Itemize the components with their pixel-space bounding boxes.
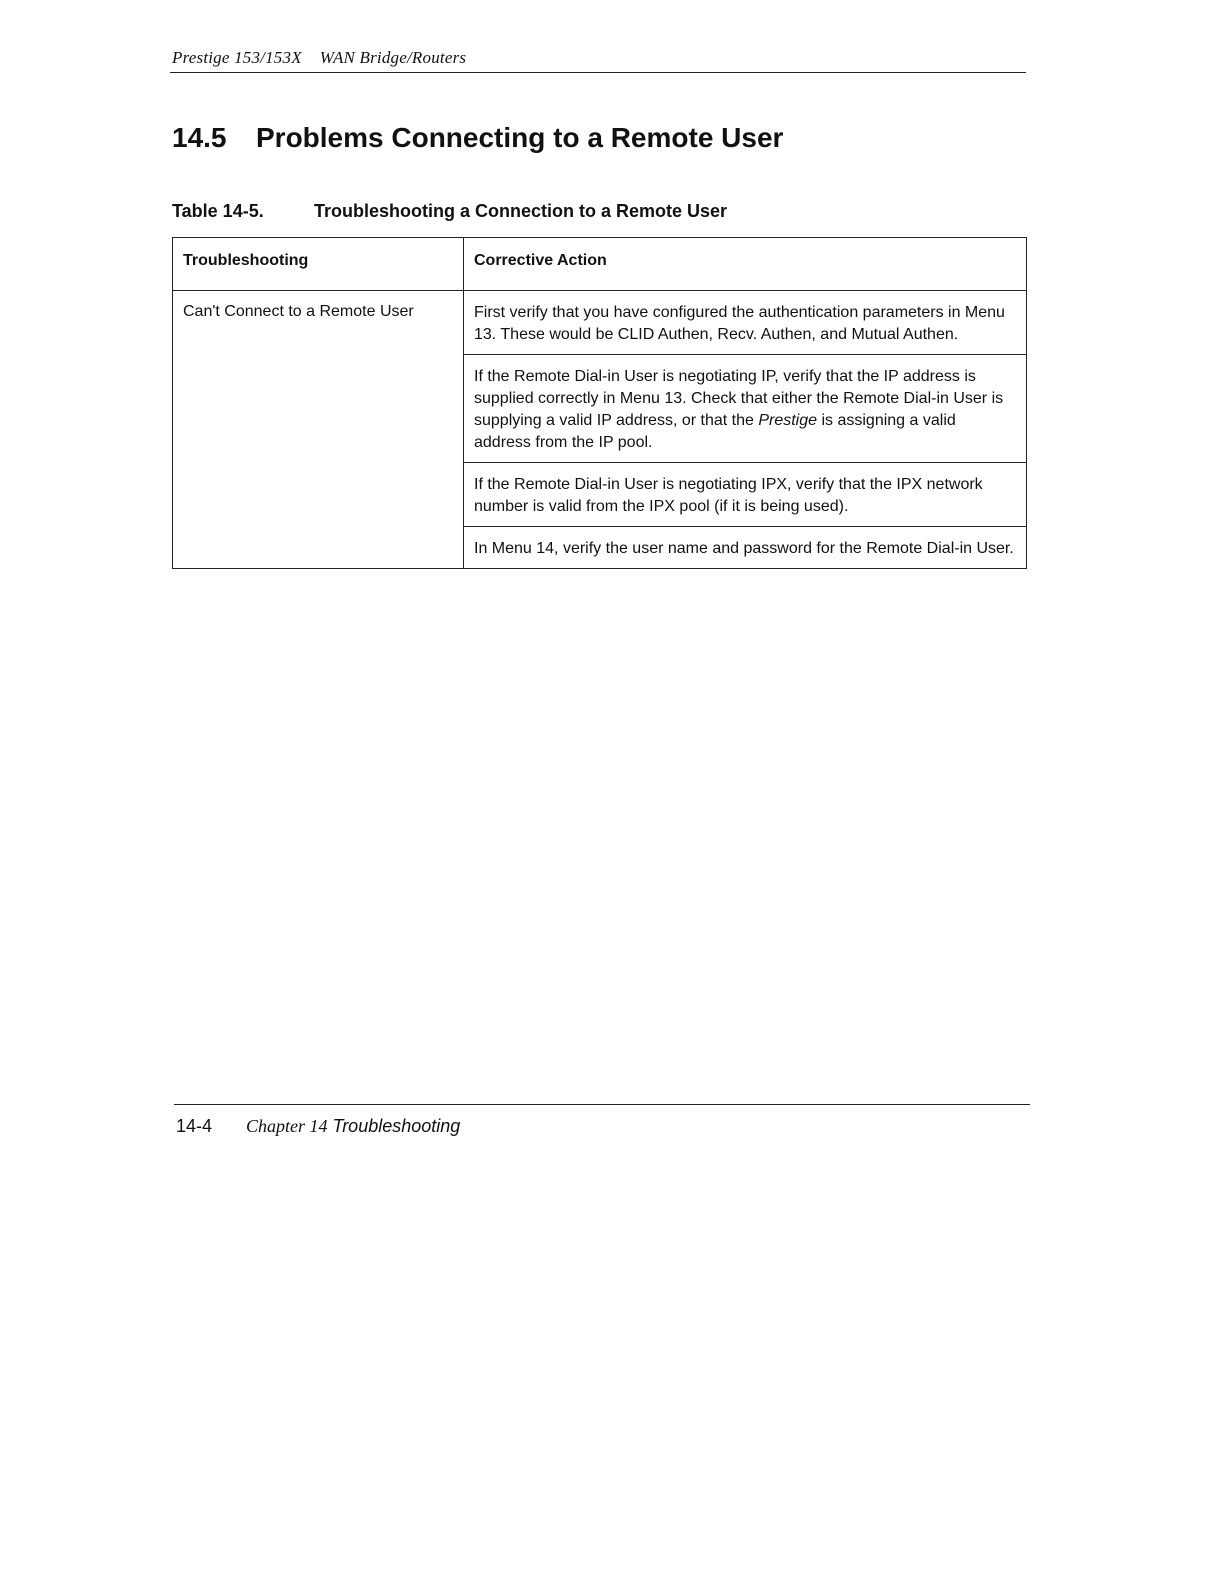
column-header-corrective-action: Corrective Action: [464, 238, 1027, 291]
running-footer: [176, 1116, 460, 1137]
action-cell-4: In Menu 14, verify the user name and password for the Remote Dial-in User.: [464, 527, 1027, 569]
table-caption: [172, 201, 727, 222]
page-number: 14-4: [176, 1116, 213, 1136]
action-cell-3: If the Remote Dial-in User is negotiating IPX, verify that the IPX network number is valid from the IPX pool (if it is being used).: [464, 463, 1027, 527]
problem-cell: Can't Connect to a Remote User: [173, 291, 464, 569]
action-2-emphasis: Prestige: [758, 412, 818, 429]
table-row: [173, 291, 1027, 355]
column-header-troubleshooting: Troubleshooting: [173, 238, 464, 291]
table-caption-title: Troubleshooting a Connection to a Remote User: [314, 201, 728, 221]
troubleshooting-table: [172, 237, 1027, 569]
header-subtitle: WAN Bridge/Routers: [319, 48, 467, 67]
section-number: 14.5: [172, 122, 227, 153]
running-header: [170, 46, 1026, 73]
action-cell-1: First verify that you have configured the authentication parameters in Menu 13. These would be CLID Authen, Recv. Authen, and Mutual Authen.: [464, 291, 1027, 355]
table-header-row: [173, 238, 1027, 291]
table-caption-number: Table 14-5.: [172, 201, 264, 221]
action-2-text-after: is assigning a valid address from the IP pool.: [474, 412, 956, 451]
footer-chapter-title: Troubleshooting: [332, 1116, 461, 1136]
action-cell-2: [464, 355, 1027, 463]
header-product-name: Prestige 153/153X: [172, 48, 302, 67]
running-header-text: [172, 48, 466, 68]
footer-rule: [174, 1104, 1030, 1105]
section-title: Problems Connecting to a Remote User: [256, 122, 784, 153]
action-2-text-before: If the Remote Dial-in User is negotiating IP, verify that the IP address is supplied correctly in Menu 13. Check that either the Remote Dial-in User is supplying a valid IP address, or that the: [474, 368, 1004, 429]
footer-chapter: Chapter 14: [246, 1116, 328, 1136]
section-heading: [172, 122, 783, 154]
